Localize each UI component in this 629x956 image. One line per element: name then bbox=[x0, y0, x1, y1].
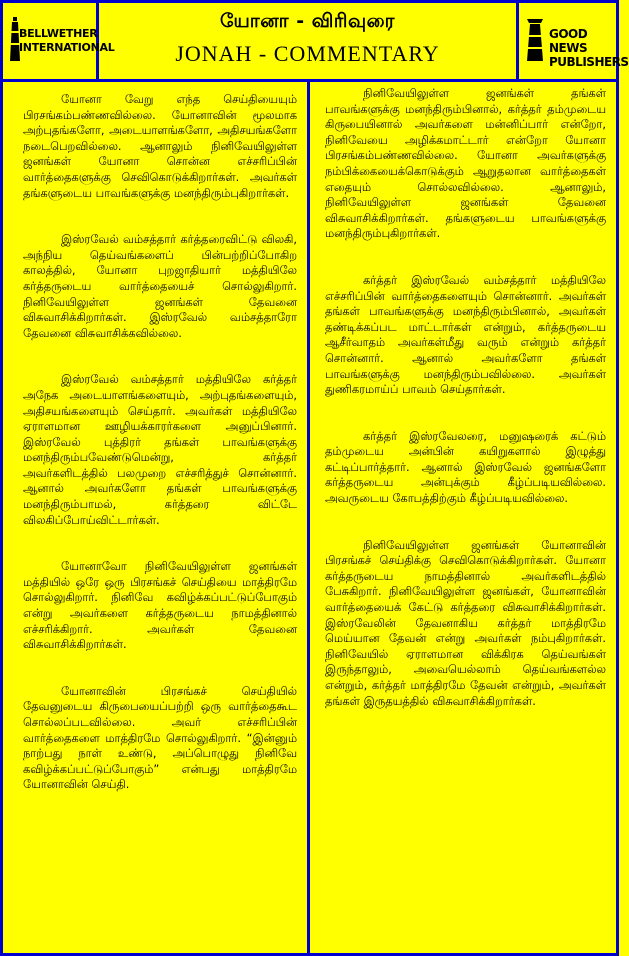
paragraph: கர்த்தர் இஸ்ரவேலரை, மனுஷரைக் கட்டும் தம்முடைய அன்பின் கயிறுகளால் இழுத்து கட்டிப்பார்த்தார். ஆனால் இஸ்ரவேல் ஜனங்களோ கர்த்தருடைய அன்புக்கும் கீழ்ப்படியவில்லை. அவருடைய கோபத்திற்கும் கீழ்ப்படியவில்லை. bbox=[325, 428, 606, 506]
paragraph: நினிவேயிலுள்ள ஜனங்கள் யோனாவின் பிரசங்கச் செய்திக்கு செவிகொடுக்கிறார்கள். யோனா கர்த்தருடைய நாமத்தினால் அவர்களிடத்தில் பேசுகிறார். நினிவேயிலுள்ள ஜனங்கள், யோனாவின் வார்த்தையைக் கேட்டு கர்த்தரை விசுவாசிக்கிறார்கள். இஸ்ரவேலின் தேவனாகிய கர்த்தர் மாத்திரமே மெய்யான தேவன் என்று அவர்கள் நம்புகிறார்கள். நினிவேயில் ஏராளமான விக்கிரக தெய்வங்கள் இருந்தாலும், அவையெல்லாம் தெய்வங்களல்ல என்றும், கர்த்தர் மாத்திரமே தேவன் என்றும், அவர்கள் தங்கள் இருதயத்தில் விசுவாசிக்கிறார்கள். bbox=[325, 537, 606, 708]
page-title-english: JONAH - COMMENTARY bbox=[175, 41, 440, 66]
page-title-tamil: யோனா - விரிவுரை bbox=[220, 10, 395, 32]
bellwether-logo bbox=[3, 3, 115, 79]
paragraph: நினிவேயிலுள்ள ஜனங்கள் தங்கள் பாவங்களுக்கு மனந்திரும்பினால், கர்த்தர் தம்முடைய கிருபையினால் அவர்களை மன்னிப்பார் என்றோ, நினிவேயை அழிக்கமாட்டார் என்றோ யோனா பிரசங்கம்பண்ணவில்லை. யோனா அவர்களுக்கு நம்பிக்கையைக்கொடுக்கும் ஆறுதலான வார்த்தைகள் எதையும் சொல்லவில்லை. ஆனாலும், நினிவேயிலுள்ள ஜனங்கள் தேவனை விசுவாசிக்கிறார்கள். தங்களுடைய பாவங்களுக்கு மனந்திரும்புகிறார்கள். bbox=[325, 86, 606, 241]
paragraph: யோனாவின் பிரசங்கச் செய்தியில் தேவனுடைய கிருபையைப்பற்றி ஒரு வார்த்தைகூட சொல்லப்படவில்லை. அவர் எச்சரிப்பின் வார்த்தைகளை மாத்திரமே சொல்லுகிறார். “இன்னும் நாற்பது நாள் உண்டு, அப்பொழுது நினிவே கவிழ்க்கப்பட்டுப்போகும்” என்பது மாத்திரமே யோனாவின் செய்தி. bbox=[23, 683, 297, 792]
good-news-logo bbox=[516, 3, 629, 79]
paragraph: யோனாவோ நினிவேயிலுள்ள ஜனங்கள் மத்தியில் ஒரே ஒரு பிரசங்கச் செய்தியை மாத்திரமே சொல்லுகிறார். நினிவே கவிழ்க்கப்பட்டுப்போகும் என்று அவர்களை கர்த்தருடைய நாமத்தினால் எச்சரிக்கிறார். அவர்கள் தேவனை விசுவாசிக்கிறார்கள். bbox=[23, 559, 297, 652]
paragraph: கர்த்தர் இஸ்ரவேல் வம்சத்தார் மத்தியிலே எச்சரிப்பின் வார்த்தைகளையும் சொன்னார். அவர்கள் தங்கள் பாவங்களுக்கு மனந்திரும்பினால், அவர்கள் தண்டிக்கப்பட மாட்டார்கள் என்றும், கர்த்தருடைய ஆசீர்வாதம் அவர்கள்மீது வரும் என்றும் கர்த்தர் சொன்னார். ஆனால் அவர்களோ தங்கள் பாவங்களுக்கு மனந்திரும்பவில்லை. அவர்கள் துணிகரமாய்ப் பாவம் செய்தார்கள். bbox=[325, 272, 606, 397]
good-news-logo-text: GOOD NEWS PUBLISHERS bbox=[549, 27, 629, 69]
bellwether-logo-text: BELLWETHER INTERNATIONAL bbox=[19, 27, 115, 54]
paragraph: இஸ்ரவேல் வம்சத்தார் மத்தியிலே கர்த்தர் அநேக அடையாளங்களையும், அற்புதங்களையும், அதிசயங்களையும் செய்தார். அவர்கள் மத்தியிலே ஏராளமான ஊழியக்காரர்களை அனுப்பினார். இஸ்ரவேல் புத்திரர் தங்கள் பாவங்களுக்கு மனந்திரும்பவேண்டுமென்று, கர்த்தர் அவர்களிடத்தில் பலமுறை எச்சரித்துச் சொன்னார். ஆனால் அவர்களோ தங்கள் பாவங்களுக்கு மனந்திரும்பாமல், கர்த்தரை விட்டே விலகிப்போய்விட்டார்கள். bbox=[23, 372, 297, 527]
paragraph: இஸ்ரவேல் வம்சத்தார் கர்த்தரைவிட்டு விலகி, அந்நிய தெய்வங்களைப் பின்பற்றிப்போகிற காலத்தில், யோனா புறஜாதியார் மத்தியிலே கர்த்தருடைய வார்த்தையைச் சொல்லுகிறார். நினிவேயிலுள்ள ஜனங்கள் தேவனை விசுவாசிக்கிறார்கள். இஸ்ரவேல் வம்சத்தாரோ தேவனை விசுவாசிக்கவில்லை. bbox=[23, 232, 297, 340]
title-area bbox=[102, 3, 513, 79]
lighthouse-icon bbox=[525, 17, 545, 61]
right-column bbox=[313, 82, 616, 953]
left-column bbox=[3, 82, 310, 953]
paragraph: யோனா வேறு எந்த செய்தியையும் பிரசங்கம்பண்ணவில்லை. யோனாவின் மூலமாக அற்புதங்களோ, அடையாளங்களோ, அதிசயங்களோ நடைபெறவில்லை. ஆனாலும் நினிவேயிலுள்ள ஜனங்கள் யோனா சொன்ன எச்சரிப்பின் வார்த்தைகளுக்கு செவிகொடுக்கிறார்கள். அவர்கள் தங்களுடைய பாவங்களுக்கு மனந்திரும்புகிறார்கள். bbox=[23, 92, 297, 200]
header bbox=[3, 3, 629, 82]
